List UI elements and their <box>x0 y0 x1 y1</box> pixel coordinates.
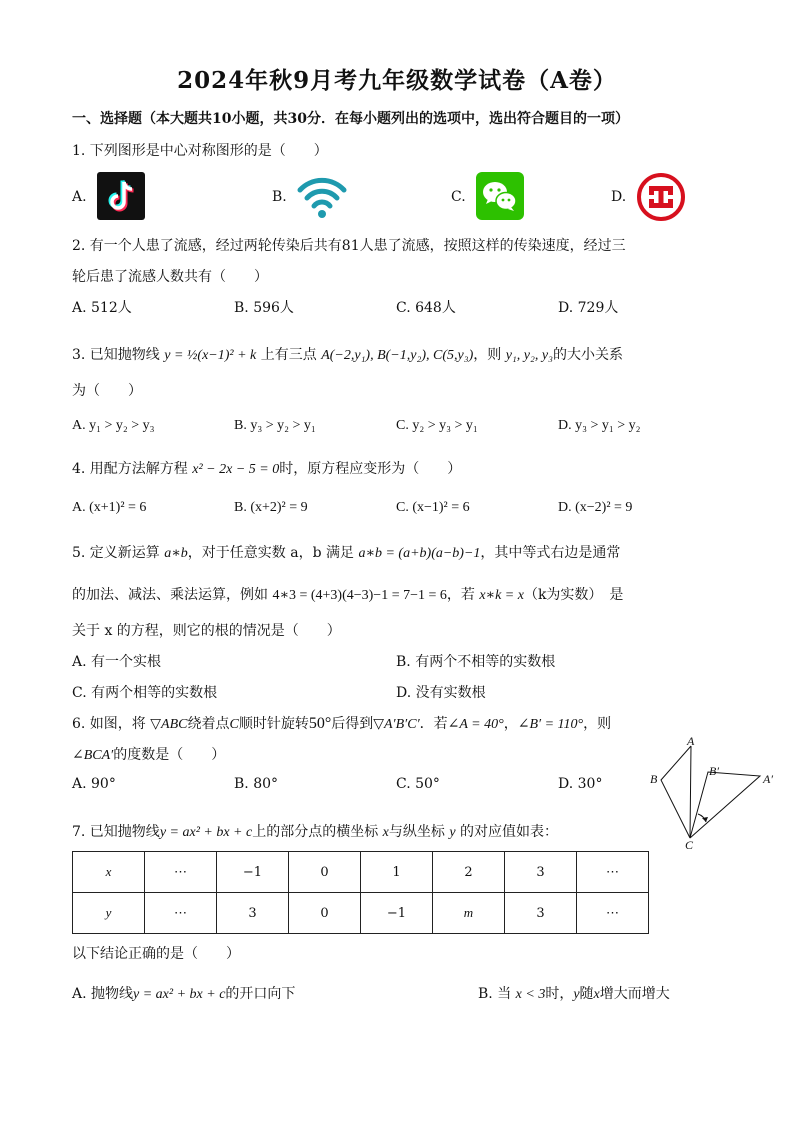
q6-option-d: D. 30° <box>558 776 603 792</box>
q7-y: y <box>449 825 456 840</box>
q1-option-a-label: A. <box>72 189 87 205</box>
q7-text-b: 上的部分点的横坐标 <box>252 824 379 840</box>
table-cell: 0 <box>289 893 361 934</box>
q6-text-f: ， <box>503 716 518 732</box>
question-2-line-2: 轮后患了流感人数共有（ ） <box>72 269 268 285</box>
figure-label-c: C <box>685 838 694 852</box>
q7-formula: y = ax² + bx + c <box>159 825 253 840</box>
question-6-line-2 <box>72 744 225 764</box>
table-cell: ⋯ <box>577 893 649 934</box>
figure-label-a: A <box>687 734 695 748</box>
table-cell: ⋯ <box>577 852 649 893</box>
q7-x: x <box>382 825 389 840</box>
question-7-stem <box>72 821 558 841</box>
q3-points: A(−2,y₁), B(−1,y₂), C(5,y₃) <box>321 348 474 363</box>
question-1-stem: 1. 下列图形是中心对称图形的是（ ） <box>72 143 328 159</box>
q7-text-c: 与纵坐标 <box>388 824 445 840</box>
table-cell: 0 <box>289 852 361 893</box>
q4-option-d: D. (x−2)² = 9 <box>558 500 633 515</box>
q7-option-b-y: y <box>573 987 580 1002</box>
q5-option-c: C. 有两个相等的实数根 <box>72 685 218 701</box>
q5-option-b: B. 有两个不相等的实数根 <box>396 654 556 670</box>
q4-equation: x² − 2x − 5 = 0 <box>192 462 280 477</box>
q6-angle: 50° <box>308 715 332 732</box>
q4-option-b: B. (x+2)² = 9 <box>234 500 308 515</box>
table-cell: ⋯ <box>145 852 217 893</box>
question-6-line-1 <box>72 713 611 733</box>
q7-text-a: 7. 已知抛物线 <box>72 824 160 840</box>
q6-text-d: 后得到 <box>331 716 374 732</box>
rotation-figure <box>640 730 790 855</box>
tiktok-icon <box>97 172 145 224</box>
q5-option-d: D. 没有实数根 <box>396 685 486 701</box>
q3-option-a: A. y₁ > y₂ > y₃ <box>72 418 155 433</box>
q2-option-d: D. 729人 <box>558 300 619 316</box>
table-cell: y <box>73 893 145 934</box>
q5-definition: a∗b = (a+b)(a−b)−1 <box>358 546 481 561</box>
question-5-line-3: 关于 x 的方程，则它的根的情况是（ ） <box>72 623 341 639</box>
table-cell: −1 <box>217 852 289 893</box>
page-title: 2024年秋9月考九年级数学试卷（A卷） <box>177 67 617 94</box>
figure-label-b: B <box>650 772 658 786</box>
q4-text-a: 4. 用配方法解方程 <box>72 461 188 477</box>
q7-option-a <box>72 983 295 1003</box>
q6-option-b: B. 80° <box>234 776 279 792</box>
q6-text-g: ，则 <box>583 716 612 732</box>
q6-text-h: 的度数是（ ） <box>113 747 226 763</box>
q3-formula: y = ½(x−1)² + k <box>164 348 257 363</box>
q7-option-b-tail: 增大而增大 <box>599 986 670 1002</box>
q6-condition-1: ∠A = 40° <box>447 717 504 732</box>
table-cell: 1 <box>361 852 433 893</box>
q5-example: 4∗3 = (4+3)(4−3)−1 = 7−1 = 6 <box>272 588 447 603</box>
q5-text-e: ，若 <box>446 587 475 603</box>
q7-option-b-label: B. 当 <box>478 986 512 1002</box>
table-cell: 3 <box>505 852 577 893</box>
q3-option-c: C. y₂ > y₃ > y₁ <box>396 418 478 433</box>
table-row <box>73 893 649 934</box>
q6-text-e: ．若 <box>419 716 448 732</box>
question-3-line-1 <box>72 344 623 364</box>
table-cell: 2 <box>433 852 505 893</box>
table-cell: x <box>73 852 145 893</box>
table-row <box>73 852 649 893</box>
q7-option-b <box>478 983 670 1003</box>
q2-option-a: A. 512人 <box>72 300 132 316</box>
q3-option-b: B. y₃ > y₂ > y₁ <box>234 418 316 433</box>
table-cell: −1 <box>361 893 433 934</box>
q3-text-c: ，则 <box>473 347 502 363</box>
q3-text-b: 上有三点 <box>260 347 317 363</box>
question-4-stem <box>72 458 461 478</box>
section-heading: 一、选择题（本大题共10小题，共30分．在每小题列出的选项中，选出符合题目的一项） <box>72 111 629 127</box>
q1-option-c-label: C. <box>451 189 466 205</box>
table-cell: 3 <box>505 893 577 934</box>
q1-option-d-label: D. <box>611 189 627 205</box>
q7-option-b-text: 时， <box>545 986 574 1002</box>
question-5-line-1 <box>72 542 620 562</box>
q2-option-b: B. 596人 <box>234 300 294 316</box>
q3-vars: y₁, y₂, y₃ <box>505 348 553 363</box>
q7-option-a-tail: 的开口向下 <box>225 986 296 1002</box>
q7-option-b-text-2: 随 <box>579 986 594 1002</box>
question-3-line-2: 为（ ） <box>72 383 142 399</box>
q6-target-angle: ∠BCA′ <box>72 748 114 763</box>
table-cell: m <box>433 893 505 934</box>
q6-option-c: C. 50° <box>396 776 440 792</box>
q5-text-c: ，其中等式右边是通常 <box>480 545 621 561</box>
table-cell: 3 <box>217 893 289 934</box>
q5-text-f: （k为实数） 是 <box>523 587 624 603</box>
q6-point: C <box>229 717 239 732</box>
q7-option-a-label: A. <box>72 986 87 1002</box>
q4-option-c: C. (x−1)² = 6 <box>396 500 470 515</box>
bank-logo-icon <box>636 172 686 226</box>
q4-option-a: A. (x+1)² = 6 <box>72 500 147 515</box>
q2-option-c: C. 648人 <box>396 300 456 316</box>
q7-option-b-x: x <box>593 987 600 1002</box>
q6-option-a: A. 90° <box>72 776 116 792</box>
q7-text-d: 的对应值如表： <box>460 824 559 840</box>
figure-label-b-prime: B′ <box>709 764 719 778</box>
q4-text-b: 时，原方程应变形为（ ） <box>279 461 462 477</box>
q6-text-a: 6. 如图，将 <box>72 716 146 732</box>
q6-text-c: 顺时针旋转 <box>238 716 309 732</box>
wifi-icon <box>296 172 348 224</box>
q3-text-d: 的大小关系 <box>552 347 623 363</box>
figure-label-a-prime: A′ <box>763 772 773 786</box>
question-7-prompt: 以下结论正确的是（ ） <box>72 946 240 962</box>
q1-option-b-label: B. <box>272 189 287 205</box>
q7-option-a-formula: y = ax² + bx + c <box>133 987 226 1002</box>
q6-triangle-2: ▽A′B′C′ <box>373 717 420 732</box>
question-2-line-1: 2. 有一个人患了流感，经过两轮传染后共有81人患了流感，按照这样的传染速度，经过三 <box>72 238 626 254</box>
q7-option-a-text: 抛物线 <box>91 986 134 1002</box>
q5-option-a: A. 有一个实根 <box>72 654 162 670</box>
q5-operator: a∗b <box>164 546 188 561</box>
q3-option-d: D. y₃ > y₁ > y₂ <box>558 418 641 433</box>
wechat-icon <box>476 172 524 224</box>
q5-text-a: 5. 定义新运算 <box>72 545 160 561</box>
q5-text-b: ，对于任意实数 a，b 满足 <box>187 545 354 561</box>
q5-condition: x∗k = x <box>479 588 524 603</box>
q3-text-a: 3. 已知抛物线 <box>72 347 160 363</box>
q6-text-b: 绕着点 <box>187 716 230 732</box>
value-table <box>72 851 649 934</box>
q6-condition-2: ∠B′ = 110° <box>517 717 584 732</box>
q5-text-d: 的加法、减法、乘法运算，例如 <box>72 587 268 603</box>
q7-option-b-condition: x < 3 <box>515 987 546 1002</box>
table-cell: ⋯ <box>145 893 217 934</box>
question-5-line-2 <box>72 584 623 604</box>
q6-triangle-1: ▽ABC <box>150 717 188 732</box>
